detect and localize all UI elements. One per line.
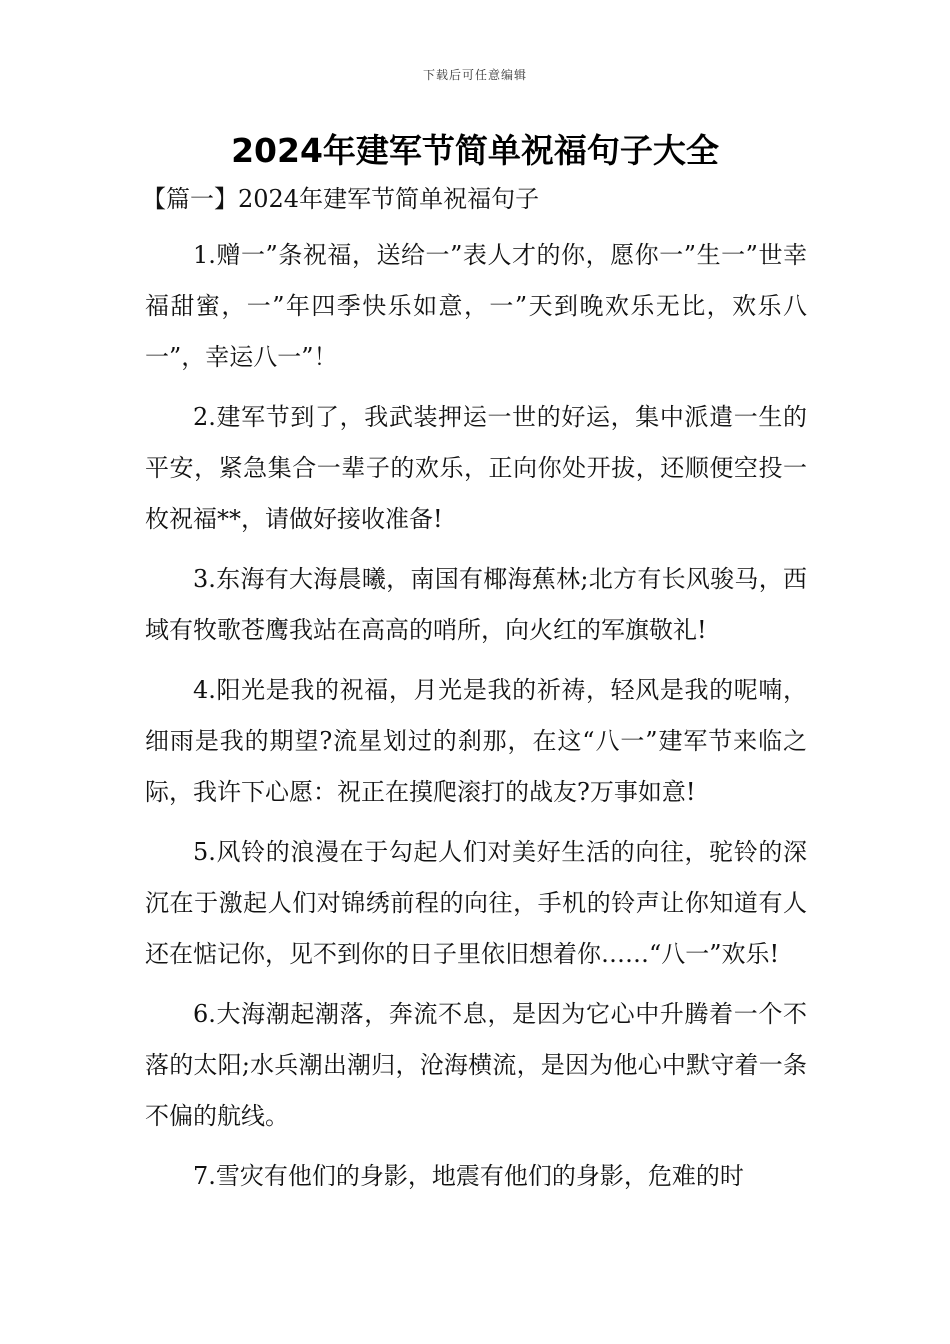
paragraph-5: 5.风铃的浪漫在于勾起人们对美好生活的向往，驼铃的深沉在于激起人们对锦绣前程的向往，手机的铃声让你知道有人还在惦记你，见不到你的日子里依旧想着你……“八一”欢乐! [145, 838, 807, 968]
paragraph-7: 7.雪灾有他们的身影，地震有他们的身影，危难的时 [193, 1162, 744, 1190]
document-body [145, 230, 807, 1211]
paragraph-4: 4.阳光是我的祝福，月光是我的祈祷，轻风是我的呢喃，细雨是我的期望?流星划过的刹那，在这“八一”建军节来临之际，我许下心愿：祝正在摸爬滚打的战友?万事如意! [145, 676, 807, 806]
paragraph-6: 6.大海潮起潮落，奔流不息，是因为它心中升腾着一个不落的太阳;水兵潮出潮归，沧海横流，是因为他心中默守着一条不偏的航线。 [145, 1000, 807, 1130]
paragraph-1: 1.赠一”条祝福，送给一”表人才的你，愿你一”生一”世幸福甜蜜，一”年四季快乐如意，一”天到晚欢乐无比，欢乐八一”，幸运八一”！ [145, 241, 807, 371]
section-heading: 【篇一】2024年建军节简单祝福句子 [142, 185, 540, 213]
header-note: 下载后可任意编辑 [422, 68, 527, 82]
paragraph-3: 3.东海有大海晨曦，南国有椰海蕉林;北方有长风骏马，西域有牧歌苍鹰我站在高高的哨所，向火红的军旗敬礼! [145, 565, 807, 644]
paragraph-2: 2.建军节到了，我武装押运一世的好运，集中派遣一生的平安，紧急集合一辈子的欢乐，正向你处开拔，还顺便空投一枚祝福**，请做好接收准备! [145, 403, 807, 533]
document-title: 2024年建军节简单祝福句子大全 [231, 131, 719, 170]
